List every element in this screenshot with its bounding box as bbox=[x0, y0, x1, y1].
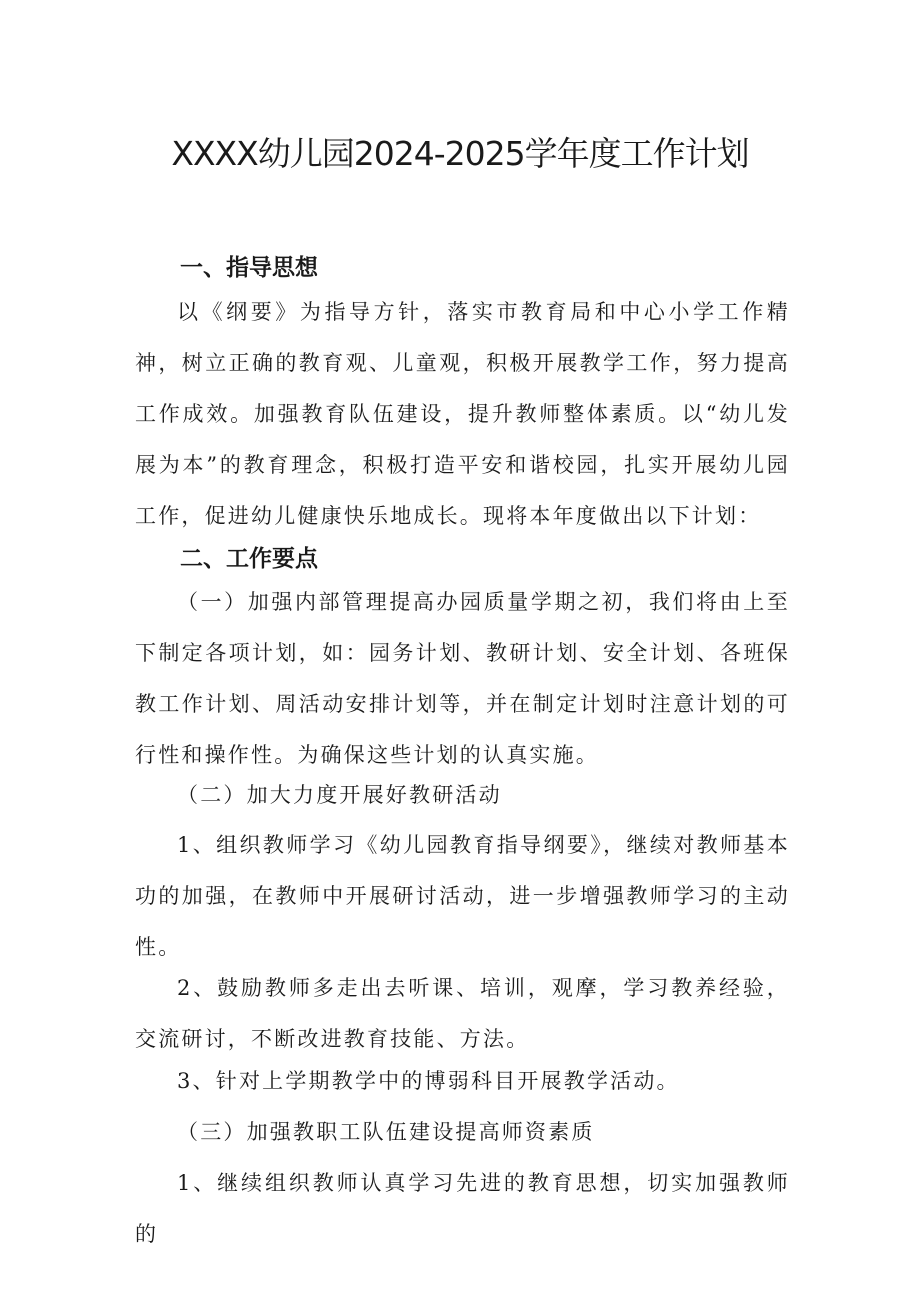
section-heading-work-points: 二、工作要点 bbox=[180, 546, 318, 572]
teaching-research-point-3: 3、针对上学期教学中的博弱科目开展教学活动。 bbox=[177, 1069, 680, 1093]
section-heading-guiding-thought: 一、指导思想 bbox=[180, 255, 318, 281]
document-title: XXXX幼儿园2024-2025学年度工作计划 bbox=[171, 134, 749, 173]
teaching-research-point-2: 2、鼓励教师多走出去听课、培训，观摩，学习教养经验，交流研讨，不断改进教育技能、方法。 bbox=[135, 976, 790, 1051]
guiding-thought-paragraph: 以《纲要》为指导方针，落实市教育局和中心小学工作精神，树立正确的教育观、儿童观，积极开展教学工作，努力提高工作成效。加强教育队伍建设，提升教师整体素质。以“幼儿发展为本”的教育理念，积极打造平安和谐校园，扎实开展幼儿园工作，促进幼儿健康快乐地成长。现将本年度做出以下计划： bbox=[135, 300, 790, 528]
staff-building-heading: （三）加强教职工队伍建设提高师资素质 bbox=[177, 1120, 595, 1144]
staff-building-point-1: 1、继续组织教师认真学习先进的教育思想，切实加强教师的 bbox=[135, 1171, 790, 1246]
teaching-research-heading: （二）加大力度开展好教研活动 bbox=[177, 783, 502, 807]
internal-management-paragraph: （一）加强内部管理提高办园质量学期之初，我们将由上至下制定各项计划，如：园务计划、教研计划、安全计划、各班保教工作计划、周活动安排计划等，并在制定计划时注意计划的可行性和操作性。为确保这些计划的认真实施。 bbox=[135, 590, 790, 767]
teaching-research-point-1: 1、组织教师学习《幼儿园教育指导纲要》，继续对教师基本功的加强，在教师中开展研讨活动，进一步增强教师学习的主动性。 bbox=[135, 833, 790, 959]
